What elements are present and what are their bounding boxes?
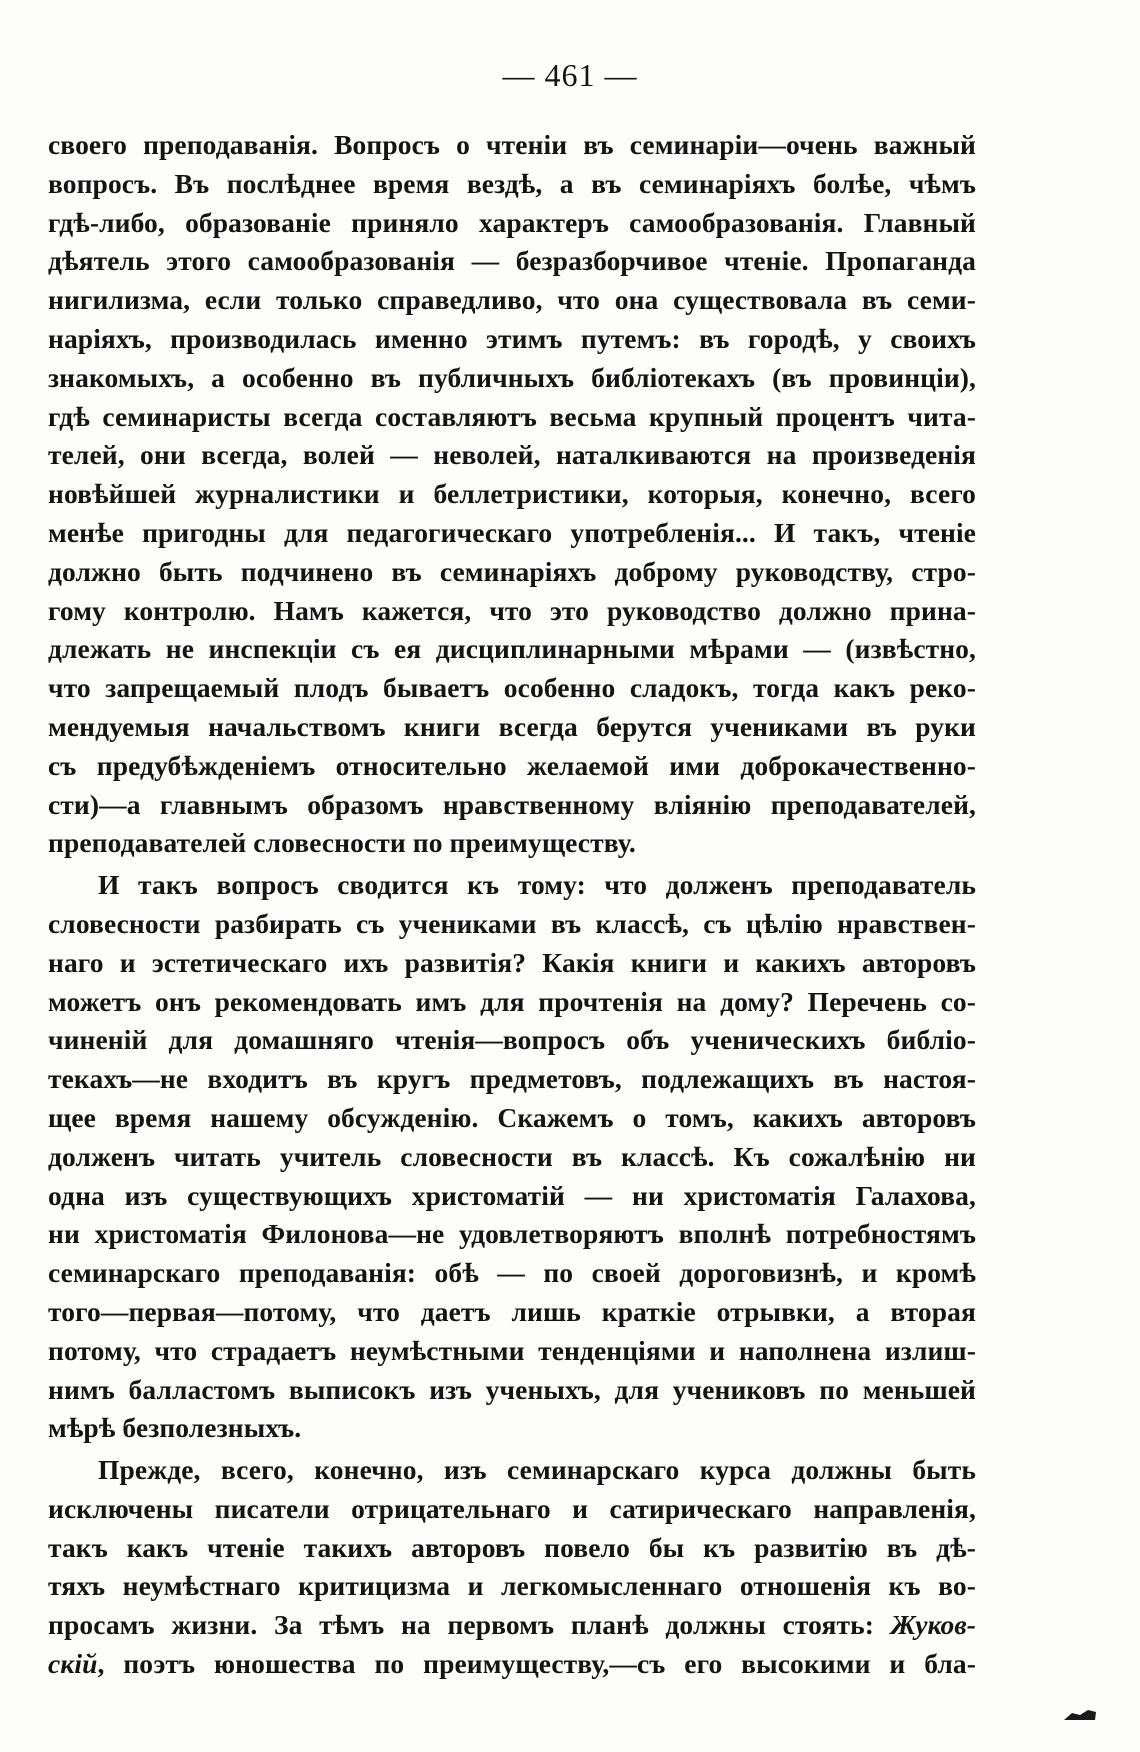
text-line: текахъ—не входитъ въ кругъ предметовъ, подлежащихъ въ настоя-	[48, 1063, 976, 1095]
text-line: семинарскаго преподаванія: обѣ — по своей дороговизнѣ, и кромѣ	[48, 1257, 976, 1289]
text-line: мендуемыя начальствомъ книги всегда берутся учениками въ руки	[48, 710, 976, 742]
text-line: такъ какъ чтеніе такихъ авторовъ повело бы къ развитію въ дѣ-	[48, 1531, 976, 1563]
text-line: съ предубѣжденіемъ относительно желаемой ими доброкачественно-	[48, 749, 976, 781]
text-line: нигилизма, если только справедливо, что она существовала въ семи-	[48, 284, 976, 316]
ink-smudge-mark	[1062, 1708, 1098, 1722]
text-line: нимъ балластомъ выписокъ изъ ученыхъ, для учениковъ по меньшей	[48, 1373, 976, 1405]
text-line: потому, что страдаетъ неумѣстными тенденціями и наполнена излиш-	[48, 1334, 976, 1366]
text-line: наріяхъ, производилась именно этимъ путемъ: въ городѣ, у своихъ	[48, 322, 976, 354]
text-line: гому контролю. Намъ кажется, что это руководство должно прина-	[48, 594, 976, 626]
text-line: сти)—а главнымъ образомъ нравственному вліянію преподавателей,	[48, 788, 976, 820]
text-line: преподавателей словесности по преимуществу.	[48, 827, 636, 859]
text-line: менѣе пригодны для педагогическаго употребленія... И такъ, чтеніе	[48, 516, 976, 548]
text-line-with-italic	[48, 1606, 976, 1645]
text-line-with-italic	[48, 1645, 976, 1684]
text-line: вопросъ. Въ послѣднее время вездѣ, а въ семинаріяхъ болѣе, чѣмъ	[48, 167, 976, 199]
paragraph-2	[48, 866, 976, 1448]
italic-name-fragment: Жуков-	[890, 1609, 976, 1641]
text-line: словесности разбирать съ учениками въ классѣ, съ цѣлію нравствен-	[48, 907, 976, 939]
text-line: И такъ вопросъ сводится къ тому: что долженъ преподаватель	[98, 869, 976, 901]
text-line: одна изъ существующихъ христоматій — ни христоматія Галахова,	[48, 1179, 976, 1211]
paragraph-3	[48, 1451, 976, 1684]
text-line: гдѣ семинаристы всегда составляютъ весьма крупный процентъ чита-	[48, 400, 976, 432]
text-line: тяхъ неумѣстнаго критицизма и легкомысленнаго отношенія къ во-	[48, 1570, 976, 1602]
page-number: — 461 —	[502, 57, 638, 93]
text-line: телей, они всегда, волей — неволей, наталкиваются на произведенія	[48, 439, 976, 471]
text-line: длежать не инспекціи съ ея дисциплинарными мѣрами — (извѣстно,	[48, 633, 976, 665]
text-line: долженъ читать учитель словесности въ классѣ. Къ сожалѣнію ни	[48, 1140, 976, 1172]
text-fragment: , поэтъ юношества по преимуществу,—съ его высокими и бла-	[97, 1648, 976, 1680]
italic-name-fragment: скій	[48, 1648, 98, 1680]
text-fragment: просамъ жизни. За тѣмъ на первомъ планѣ должны стоять:	[48, 1609, 874, 1641]
text-line: можетъ онъ рекомендовать имъ для прочтенія на дому? Перечень со-	[48, 985, 976, 1017]
text-line: новѣйшей журналистики и беллетристики, которыя, конечно, всего	[48, 478, 976, 510]
paragraph-1	[48, 126, 976, 863]
text-line: должно быть подчинено въ семинаріяхъ доброму руководству, стро-	[48, 555, 976, 587]
text-line: своего преподаванія. Вопросъ о чтеніи въ семинаріи—очень важный	[48, 129, 976, 160]
text-line: гдѣ-либо, образованіе приняло характеръ самообразованія. Главный	[48, 206, 976, 238]
text-line: ни христоматія Филонова—не удовлетворяютъ вполнѣ потребностямъ	[48, 1218, 976, 1250]
text-line: того—первая—потому, что даетъ лишь краткіе отрывки, а вторая	[48, 1295, 976, 1327]
text-line: Прежде, всего, конечно, изъ семинарскаго курса должны быть	[98, 1454, 976, 1486]
text-column	[48, 126, 976, 1684]
text-line: мѣрѣ безполезныхъ.	[48, 1412, 302, 1444]
text-line: что запрещаемый плодъ бываетъ особенно сладокъ, тогда какъ реко-	[48, 672, 976, 704]
text-line: щее время нашему обсужденію. Скажемъ о томъ, какихъ авторовъ	[48, 1101, 976, 1133]
text-line: наго и эстетическаго ихъ развитія? Какія книги и какихъ авторовъ	[48, 946, 976, 978]
text-line: исключены писатели отрицательнаго и сатирическаго направленія,	[48, 1492, 976, 1524]
text-line: дѣятель этого самообразованія — безразборчивое чтеніе. Пропаганда	[48, 245, 976, 277]
text-line: чиненій для домашняго чтенія—вопросъ объ ученическихъ библіо-	[48, 1024, 976, 1056]
text-line: знакомыхъ, а особенно въ публичныхъ библіотекахъ (въ провинціи),	[48, 361, 976, 393]
